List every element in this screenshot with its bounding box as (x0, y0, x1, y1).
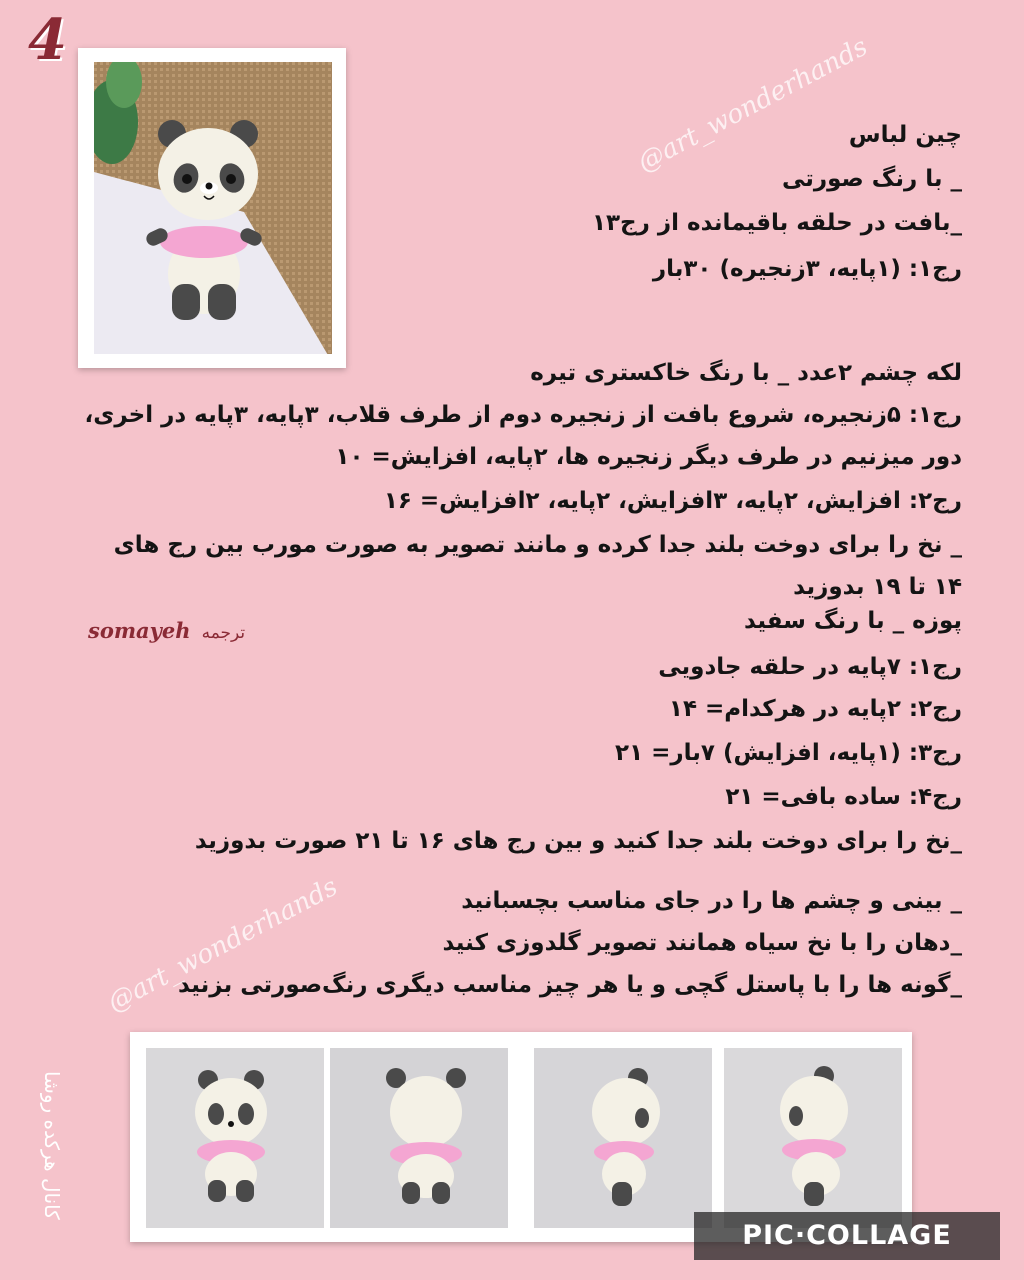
page-number: 4 (28, 7, 67, 73)
instruction-line: دور میزنیم در طرف دیگر زنجیره ها، ۲پایه، افزایش= ۱۰ (335, 444, 962, 470)
watermark: @art_wonderhands (102, 871, 343, 1019)
panda-profile-photo (724, 1048, 902, 1228)
instruction-line: رج۲: ۲پایه در هرکدام= ۱۴ (668, 696, 962, 722)
instruction-line: _دهان را با نخ سیاه همانند تصویر گلدوزی کنید (442, 930, 962, 956)
instruction-line: _ نخ را برای دوخت بلند جدا کرده و مانند تصویر به صورت مورب بین رج های (113, 532, 962, 558)
instruction-line: _ با رنگ صورتی (781, 166, 962, 192)
panda-front-photo (146, 1048, 324, 1228)
watermark: @art_wonderhands (632, 31, 873, 179)
dress-ruffle-heading: چین لباس (848, 122, 962, 148)
instruction-line: ۱۴ تا ۱۹ بدوزید (793, 574, 962, 600)
instruction-line: _ بینی و چشم ها را در جای مناسب بچسبانید (461, 888, 962, 914)
panda-amigurumi-image (94, 62, 332, 354)
instruction-line: رج۱: ۵زنجیره، شروع بافت از زنجیره دوم از طرف قلاب، ۳پایه، ۳پایه در اخری، (84, 402, 962, 428)
instruction-line: _بافت در حلقه باقیمانده از رج۱۳ (591, 210, 962, 236)
instruction-line: رج۱: ۷پایه در حلقه جادویی (658, 654, 962, 680)
eye-patch-heading: لکه چشم ۲عدد _ با رنگ خاکستری تیره (530, 360, 962, 386)
instruction-line: _نخ را برای دوخت بلند جدا کنید و بین رج های ۱۶ تا ۲۱ صورت بدوزید (194, 828, 962, 854)
translator-label: ترجمه (201, 623, 246, 643)
instruction-line: رج۴: ساده بافی= ۲۱ (725, 784, 962, 810)
snout-heading: پوزه _ با رنگ سفید (744, 608, 962, 634)
instruction-line: رج۲: افزایش، ۲پایه، ۳افزایش، ۲پایه، ۲افزایش= ۱۶ (383, 488, 962, 514)
instruction-line: رج۱: (۱پایه، ۳زنجیره) ۳۰بار (652, 256, 962, 282)
panda-side-photo (534, 1048, 712, 1228)
piccollage-badge: PIC·COLLAGE (694, 1212, 1000, 1260)
channel-name: کانال هرکده روشا (40, 1070, 64, 1220)
instruction-line: _گونه ها را با پاستل گچی و یا هر چیز مناسب دیگری رنگ‌صورتی بزنید (178, 972, 962, 998)
translator-credit (88, 618, 245, 643)
translator-name: somayeh (88, 618, 191, 643)
panda-back-photo (330, 1048, 508, 1228)
instruction-line: رج۳: (۱پایه، افزایش) ۷بار= ۲۱ (615, 740, 962, 766)
main-photo (94, 62, 332, 354)
